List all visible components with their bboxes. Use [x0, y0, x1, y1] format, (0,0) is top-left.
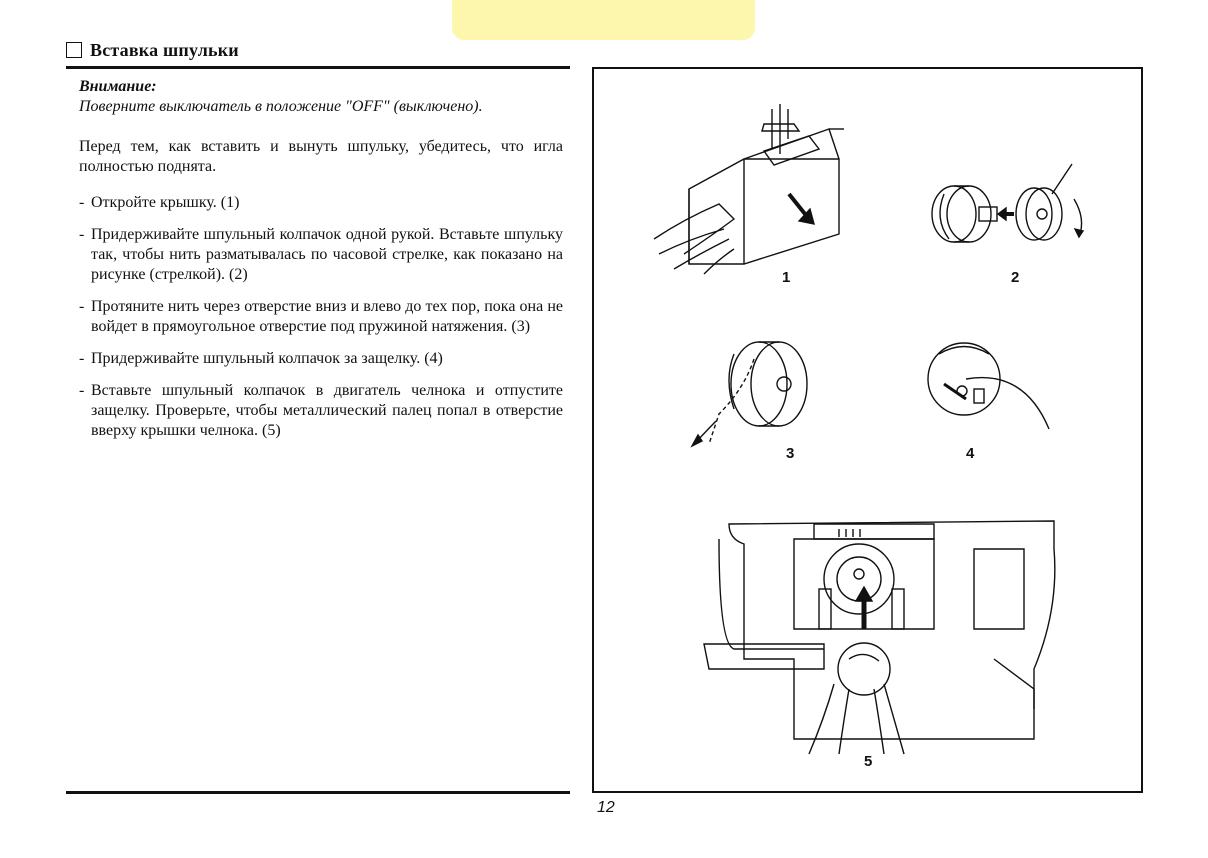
intro-paragraph: Перед тем, как вставить и вынуть шпульку, убедитесь, что игла полностью поднята.	[79, 138, 563, 175]
shuttle-insert-illustration	[704, 521, 1055, 754]
thread-guide-illustration	[692, 342, 807, 446]
list-item: - Придерживайте шпульный колпачок за защелку. (4)	[79, 350, 443, 367]
bobbin-insert-illustration	[932, 164, 1083, 242]
list-item: - Вставьте шпульный колпачок в двигатель челнока и отпустите защелку. Проверьте, чтобы металлический палец попал в отверстие вверху крышки челнока. (5)	[79, 382, 563, 439]
figure-label-5: 5	[864, 753, 873, 770]
figure-label-1: 1	[782, 269, 791, 286]
warning-text: Поверните выключатель в положение "OFF" (выключено).	[79, 98, 483, 115]
section-title: Вставка шпульки	[90, 39, 239, 60]
checkbox-square-icon	[66, 42, 82, 58]
list-item: - Откройте крышку. (1)	[79, 194, 240, 211]
list-item: - Придерживайте шпульный колпачок одной рукой. Вставьте шпульку так, чтобы нить разматывалась по часовой стрелке, как показано на рисунке (стрелкой). (2)	[79, 226, 563, 283]
section-header	[66, 38, 239, 62]
warning-heading: Внимание:	[79, 78, 157, 95]
list-item: - Протяните нить через отверстие вниз и влево до тех пор, пока она не войдет в прямоугольное отверстие под пружиной натяжения. (3)	[79, 298, 563, 335]
page-number: 12	[597, 799, 615, 816]
latch-hold-illustration	[928, 343, 1049, 429]
instructions-column	[79, 77, 563, 453]
steps-list	[79, 193, 563, 441]
illustration-panel	[592, 67, 1143, 793]
figure-label-4: 4	[966, 445, 975, 462]
figure-label-2: 2	[1011, 269, 1020, 286]
open-cover-illustration	[654, 104, 844, 274]
bottom-rule	[66, 791, 570, 794]
page-tab-highlight	[452, 0, 755, 40]
figure-label-3: 3	[786, 445, 795, 462]
top-rule	[66, 66, 570, 69]
